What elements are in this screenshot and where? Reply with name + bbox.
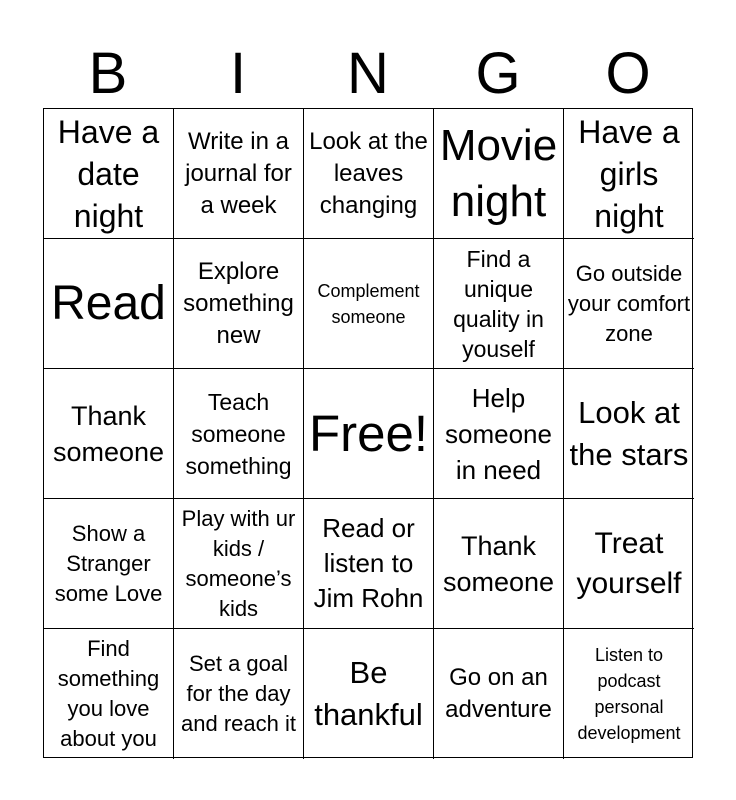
bingo-cell[interactable] [564,109,694,239]
cell-text: Read [51,276,166,330]
bingo-cell[interactable] [174,369,304,499]
cell-text: Look at the leaves changing [309,127,428,219]
cell-text: Explore something new [183,257,294,349]
header-letter-i: I [229,41,247,106]
bingo-card [43,108,693,758]
cell-text: Read or listen to Jim Rohn [313,513,424,613]
bingo-cell[interactable] [434,499,564,629]
bingo-cell[interactable] [174,499,304,629]
cell-text: Have a girls night [578,113,680,234]
cell-text: Thank someone [52,400,165,467]
cell-text: Go on an adventure [445,664,552,723]
cell-text: Show a Stranger some Love [54,520,163,606]
cell-text: Have a date night [57,113,160,234]
bingo-cell[interactable] [304,109,434,239]
bingo-cell[interactable] [564,239,694,369]
header-letter-o: O [605,41,651,106]
bingo-cell[interactable] [44,109,174,239]
cell-text: Thank someone [442,530,555,597]
cell-text: Go outside your comfort zone [567,260,691,346]
bingo-cell[interactable] [44,629,174,759]
cell-text: Movie night [439,120,558,226]
bingo-cell[interactable] [434,109,564,239]
bingo-header [43,40,693,108]
cell-text: Listen to podcast personal development [577,645,681,743]
bingo-cell[interactable] [434,239,564,369]
bingo-cell[interactable] [434,369,564,499]
cell-text: Complement someone [317,280,420,327]
header-letter-n: N [347,41,389,106]
header-letter-b: B [88,41,128,106]
free-space[interactable] [304,369,434,499]
cell-text: Find a unique quality in youself [453,245,544,362]
cell-text: Help someone in need [445,382,552,485]
cell-text: Find something you love about you [57,636,160,751]
bingo-cell[interactable] [564,369,694,499]
header-letter-g: G [475,41,521,106]
bingo-cell[interactable] [174,629,304,759]
bingo-cell[interactable] [434,629,564,759]
cell-text: Free! [308,404,429,462]
bingo-cell[interactable] [564,629,694,759]
bingo-cell[interactable] [304,629,434,759]
cell-text: Teach someone something [185,388,292,479]
cell-text: Play with ur kids / someone’s kids [181,505,296,621]
bingo-cell[interactable] [304,499,434,629]
bingo-cell[interactable] [304,239,434,369]
bingo-cell[interactable] [564,499,694,629]
bingo-cell[interactable] [44,239,174,369]
cell-text: Set a goal for the day and reach it [181,651,296,736]
cell-text: Write in a journal for a week [185,127,292,219]
bingo-cell[interactable] [174,239,304,369]
cell-text: Treat yourself [576,526,682,600]
bingo-cell[interactable] [174,109,304,239]
cell-text: Be thankful [314,655,423,732]
bingo-cell[interactable] [44,369,174,499]
bingo-cell[interactable] [44,499,174,629]
cell-text: Look at the stars [569,394,689,472]
